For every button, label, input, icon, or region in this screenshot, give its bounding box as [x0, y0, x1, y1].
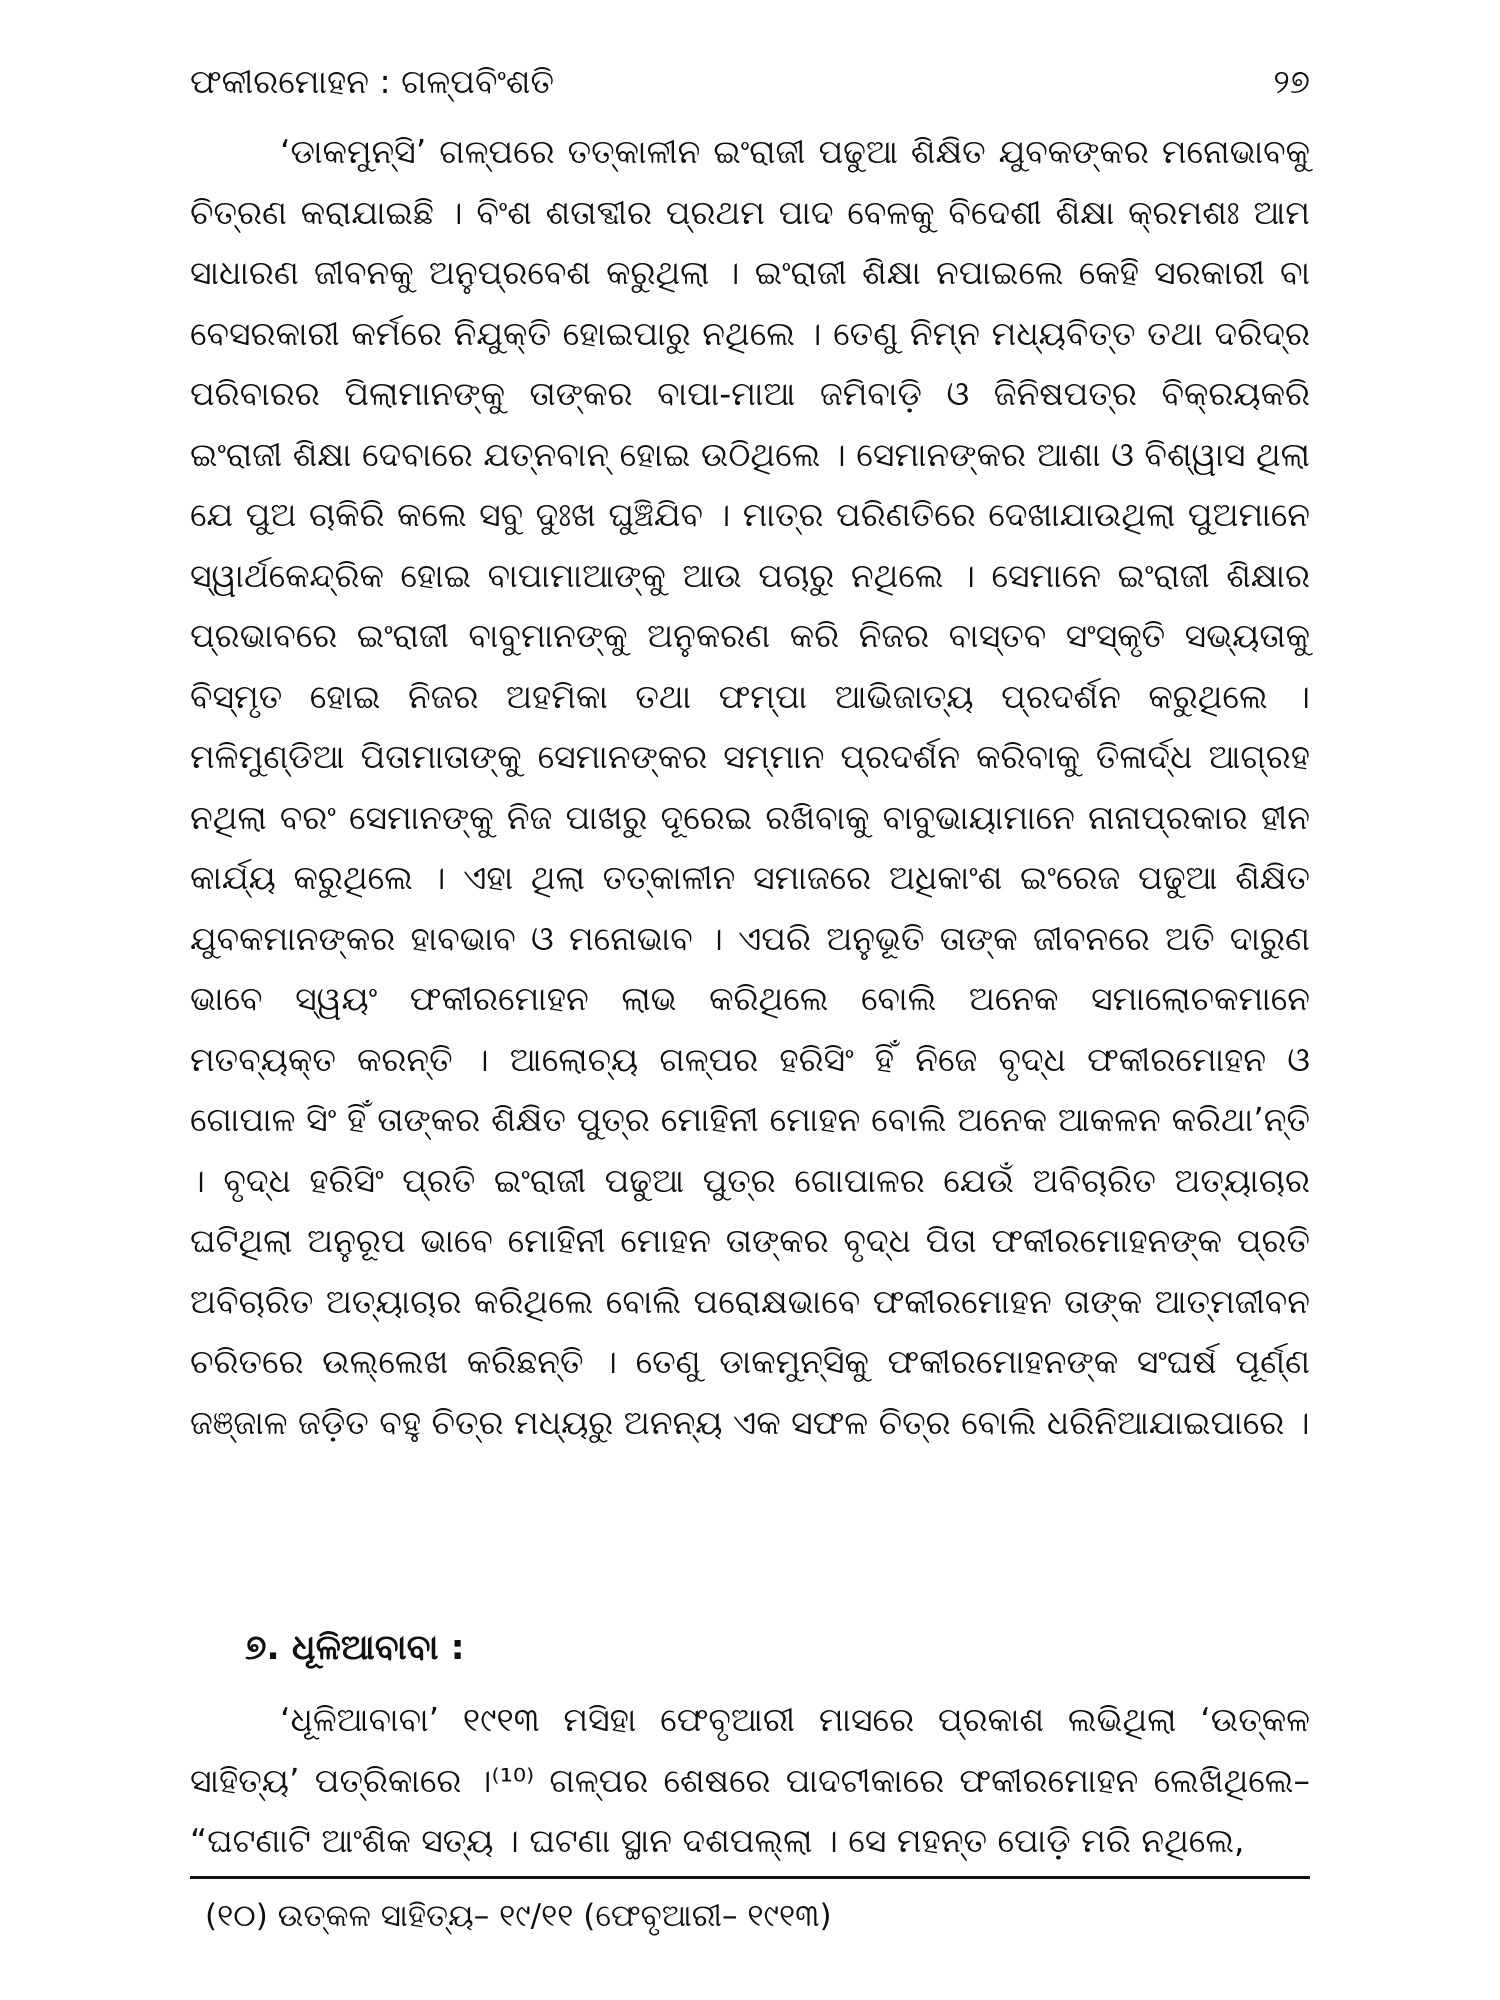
- section-heading: ୭. ଧୂଳିଆବାବା :: [245, 1628, 465, 1668]
- body-paragraph-2: ‘ଧୂଳିଆବାବା’ ୧୯୧୩ ମସିହା ଫେବୃଆରୀ ମାସରେ ପ୍ରକାଶ ଲଭିଥିଲା ‘ଉତ୍କଳ ସାହିତ୍ୟ’ ପତ୍ରିକାରେ ।⁽¹⁰⁾ ଗଳ୍ପର ଶେଷରେ ପାଦଟୀକାରେ ଫକୀରମୋହନ ଲେଖିଥିଲେ– “ଘଟଣାଟି ଆଂଶିକ ସତ୍ୟ । ଘଟଣା ସ୍ଥାନ ଦଶପଲ୍ଲା । ସେ ମହନ୍ତ ପୋଡ଼ି ମରି ନଥିଲେ,: [190, 1700, 1310, 1860]
- running-header: [190, 52, 1310, 112]
- body-paragraph-1: ‘ଡାକମୁନ୍‌ସି’ ଗଳ୍ପରେ ତତ୍କାଳୀନ ଇଂରାଜୀ ପଢୁଆ ଶିକ୍ଷିତ ଯୁବକଙ୍କର ମନୋଭାବକୁ ଚିତ୍ରଣ କରାଯାଇଛି । ବିଂଶ ଶତାବ୍ଦୀର ପ୍ରଥମ ପାଦ ବେଳକୁ ବିଦେଶୀ ଶିକ୍ଷା କ୍ରମଶଃ ଆମ ସାଧାରଣ ଜୀବନକୁ ଅନୁପ୍ରବେଶ କରୁଥିଲା । ଇଂରାଜୀ ଶିକ୍ଷା ନପାଇଲେ କେହି ସରକାରୀ ବା ବେସରକାରୀ କର୍ମରେ ନିଯୁକ୍ତି ହୋଇପାରୁ ନଥିଲେ । ତେଣୁ ନିମ୍ନ ମଧ୍ୟବିତ୍ତ ତଥା ଦରିଦ୍ର ପରିବାରର ପିଲାମାନଙ୍କୁ ତାଙ୍କର ବାପା-ମାଆ ଜମିବାଡ଼ି ଓ ଜିନିଷପତ୍ର ବିକ୍ରୟକରି ଇଂରାଜୀ ଶିକ୍ଷା ଦେବାରେ ଯତ୍ନବାନ୍ ହୋଇ ଉଠିଥିଲେ । ସେମାନଙ୍କର ଆଶା ଓ ବିଶ୍ୱାସ ଥିଲା ଯେ ପୁଅ ଚାକିରି କଲେ ସବୁ ଦୁଃଖ ଘୁଞ୍ଚିଯିବ । ମାତ୍ର ପରିଣତିରେ ଦେଖାଯାଉଥିଲା ପୁଅମାନେ ସ୍ୱାର୍ଥକେନ୍ଦ୍ରିକ ହୋଇ ବାପାମାଆଙ୍କୁ ଆଉ ପଚାରୁ ନଥିଲେ । ସେମାନେ ଇଂରାଜୀ ଶିକ୍ଷାର ପ୍ରଭାବରେ ଇଂରାଜୀ ବାବୁମାନଙ୍କୁ ଅନୁକରଣ କରି ନିଜର ବାସ୍ତବ ସଂସ୍କୃତି ସଭ୍ୟତାକୁ ବିସ୍ମୃତ ହୋଇ ନିଜର ଅହମିକା ତଥା ଫମ୍ପା ଆଭିଜାତ୍ୟ ପ୍ରଦର୍ଶନ କରୁଥିଲେ । ମଳିମୁଣ୍ଡିଆ ପିତାମାତାଙ୍କୁ ସେମାନଙ୍କର ସମ୍ମାନ ପ୍ରଦର୍ଶନ କରିବାକୁ ତିଳାର୍ଦ୍ଧ ଆଗ୍ରହ ନଥିଲା ବରଂ ସେମାନଙ୍କୁ ନିଜ ପାଖରୁ ଦୂରେଇ ରଖିବାକୁ ବାବୁଭାୟାମାନେ ନାନାପ୍ରକାର ହୀନ କାର୍ଯ୍ୟ କରୁଥିଲେ । ଏହା ଥିଲା ତତ୍କାଳୀନ ସମାଜରେ ଅଧିକାଂଶ ଇଂରେଜ ପଢୁଆ ଶିକ୍ଷିତ ଯୁବକମାନଙ୍କର ହାବଭାବ ଓ ମନୋଭାବ । ଏପରି ଅନୁଭୂତି ତାଙ୍କ ଜୀବନରେ ଅତି ଦାରୁଣ ଭାବେ ସ୍ୱୟଂ ଫକୀରମୋହନ ଲାଭ କରିଥିଲେ ବୋଲି ଅନେକ ସମାଲୋଚକମାନେ ମତବ୍ୟକ୍ତ କରନ୍ତି । ଆଲୋଚ୍ୟ ଗଳ୍ପର ହରିସିଂ ହିଁ ନିଜେ ବୃଦ୍ଧ ଫକୀରମୋହନ ଓ ଗୋପାଳ ସିଂ ହିଁ ତାଙ୍କର ଶିକ୍ଷିତ ପୁତ୍ର ମୋହିନୀ ମୋହନ ବୋଲି ଅନେକ ଆକଳନ କରିଥା’ନ୍ତି । ବୃଦ୍ଧ ହରିସିଂ ପ୍ରତି ଇଂରାଜୀ ପଢୁଆ ପୁତ୍ର ଗୋପାଳର ଯେଉଁ ଅବିଚାରିତ ଅତ୍ୟାଚାର ଘଟିଥିଲା ଅନୁରୂପ ଭାବେ ମୋହିନୀ ମୋହନ ତାଙ୍କର ବୃଦ୍ଧ ପିତା ଫକୀରମୋହନଙ୍କ ପ୍ରତି ଅବିଚାରିତ ଅତ୍ୟାଚାର କରିଥିଲେ ବୋଲି ପରୋକ୍ଷଭାବେ ଫକୀରମୋହନ ତାଙ୍କ ଆତ୍ମଜୀବନ ଚରିତରେ ଉଲ୍ଲେଖ କରିଛନ୍ତି । ତେଣୁ ଡାକମୁନ୍‌ସିକୁ ଫକୀରମୋହନଙ୍କ ସଂଘର୍ଷ ପୂର୍ଣ୍ଣ ଜଞ୍ଜାଳ ଜଡ଼ିତ ବହୁ ଚିତ୍ର ମଧ୍ୟରୁ ଅନନ୍ୟ ଏକ ସଫଳ ଚିତ୍ର ବୋଲି ଧରିନିଆଯାଇପାରେ ।: [190, 132, 1310, 1442]
- page-number: ୨୭: [1273, 62, 1310, 101]
- footnote-divider: [190, 1876, 1310, 1879]
- running-title: ଫକୀରମୋହନ : ଗଳ୍ପବିଂଶତି: [190, 62, 555, 101]
- footnote: (୧୦) ଉତ୍କଳ ସାହିତ୍ୟ– ୧୯/୧୧ (ଫେବୃଆରୀ– ୧୯୧୩): [205, 1898, 832, 1934]
